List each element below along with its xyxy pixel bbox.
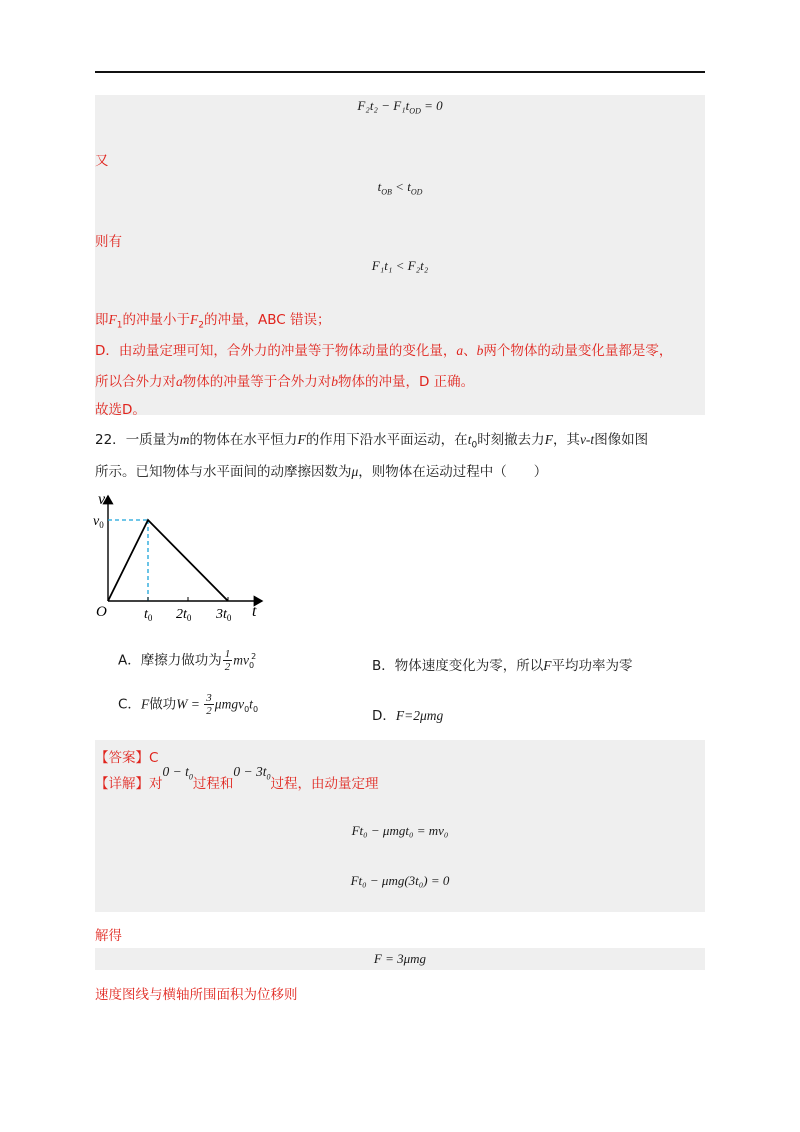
detail-line: 【详解】对$0 - t_0$过程和$0 - 3t_0$过程，由动量定理 bbox=[95, 764, 379, 792]
formula-time-compare: $t_{OB} < t_{OD}$ bbox=[377, 179, 423, 197]
option-d: D．F=2μmg bbox=[372, 708, 444, 724]
equation-1: Ft₀ − μmgt₀ = mv₀ bbox=[351, 823, 449, 838]
header-rule bbox=[95, 71, 705, 73]
option-b: B．物体速度变化为零，所以F平均功率为零 bbox=[372, 658, 633, 674]
explanation-conclusion: 故选D。 bbox=[95, 402, 146, 418]
formula-momentum-equality: $F_2t_2 - F_1t_{OD} = 0$ bbox=[357, 98, 443, 116]
shaded-block-top bbox=[95, 95, 705, 415]
text-you: 又 bbox=[95, 153, 109, 169]
question-line-1: 22．一质量为m的物体在水平恒力F的作用下沿水平面运动，在$t_0$时刻撤去力F，其v-t图像如图 bbox=[95, 432, 649, 451]
question-line-2: 所示。已知物体与水平面间的动摩擦因数为μ，则物体在运动过程中（ ） bbox=[95, 464, 548, 480]
explanation-line-1: 即$F_1$的冲量小于$F_2$的冲量，ABC 错误； bbox=[95, 312, 331, 331]
equation-2: Ft₀ − μmg(3t₀) = 0 bbox=[350, 873, 450, 888]
label-v0: $v_0$ bbox=[93, 514, 104, 530]
text-jiede: 解得 bbox=[95, 928, 122, 944]
option-c: C．F做功W = $\frac{3}{2}$ $\mu mgv_0t_0$ bbox=[118, 692, 259, 717]
option-a: A．摩擦力做功为 $\frac{1}{2}$ $mv_0^2$ bbox=[118, 648, 257, 673]
vt-graph bbox=[90, 490, 290, 630]
equation-result: F = 3μmg bbox=[373, 951, 427, 966]
label-t: t bbox=[252, 603, 257, 620]
label-origin: O bbox=[96, 604, 107, 620]
label-3t0: $3t_0$ bbox=[216, 607, 232, 623]
explanation-line-2: D．由动量定理可知，合外力的冲量等于物体动量的变化量，a、b两个物体的动量变化量都是零， bbox=[95, 343, 673, 359]
label-t0: $t_0$ bbox=[144, 607, 153, 623]
explanation-line-3: 所以合外力对a物体的冲量等于合外力对b物体的冲量，D 正确。 bbox=[95, 374, 475, 390]
label-2t0: $2t_0$ bbox=[176, 607, 192, 623]
velocity-curve bbox=[108, 520, 228, 601]
closing-line: 速度图线与横轴所围面积为位移则 bbox=[95, 987, 298, 1003]
text-zeyou: 则有 bbox=[95, 234, 122, 250]
formula-impulse-compare: F₁t₁ < F₂t₂ bbox=[371, 258, 429, 273]
label-v: v bbox=[98, 491, 106, 508]
answer-label: 【答案】C bbox=[95, 750, 159, 766]
